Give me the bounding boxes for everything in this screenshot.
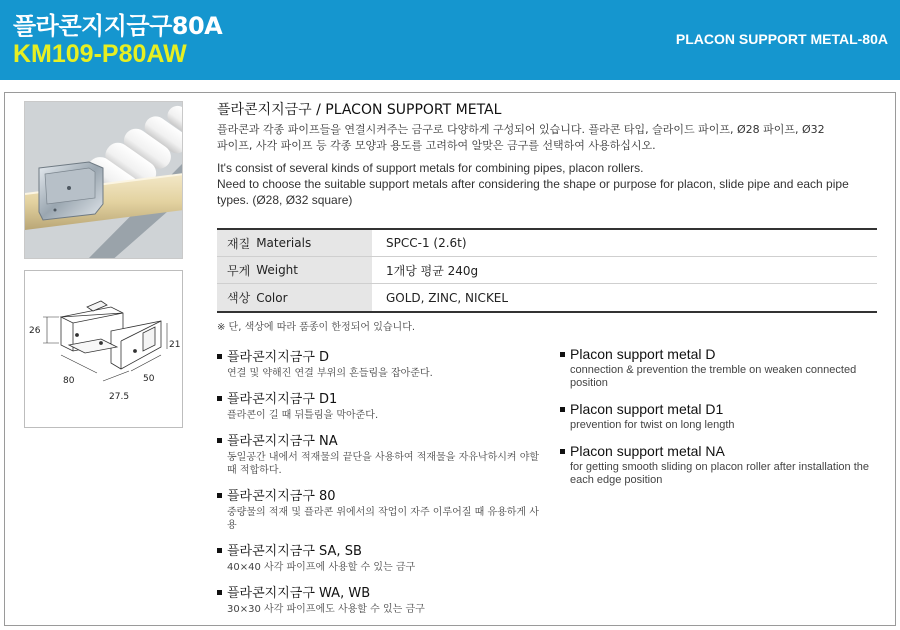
bullet-icon — [560, 407, 565, 412]
bullet-icon — [217, 493, 222, 498]
list-item — [217, 540, 547, 574]
list-item-title-text: 플라콘지지금구 D1 — [227, 392, 338, 407]
list-item — [217, 430, 547, 477]
bullet-icon — [217, 590, 222, 595]
list-item-title — [217, 346, 547, 365]
list-item — [217, 582, 547, 616]
list-item-desc: 중량물의 적재 및 플라콘 위에서의 작업이 자주 이루어질 때 유용하게 사용 — [227, 507, 539, 531]
list-item-title — [217, 430, 547, 449]
list-item-desc: 40×40 사각 파이프에 사용할 수 있는 금구 — [227, 562, 416, 573]
section-title: 플라콘지지금구 / PLACON SUPPORT METAL — [217, 102, 502, 118]
list-item-desc: connection & prevention the tremble on weaken connected position — [570, 364, 857, 389]
spec-label-kr: 재질 — [227, 236, 251, 251]
spec-table — [217, 228, 877, 313]
model-code: KM109-P80AW — [13, 40, 187, 68]
list-item-desc: prevention for twist on long length — [570, 419, 735, 431]
spec-row-materials — [217, 230, 877, 257]
spec-label-en: Color — [256, 290, 288, 305]
spec-label-kr: 색상 — [227, 291, 251, 305]
spec-value: 1개당 평균 240g — [386, 263, 479, 278]
list-item-title — [217, 540, 547, 559]
list-item-desc: for getting smooth sliding on placon roller after installation the each edge position — [570, 461, 870, 486]
list-item-title — [560, 346, 885, 362]
list-item-title-text: Placon support metal NA — [570, 443, 725, 459]
list-item-title-text: Placon support metal D1 — [570, 401, 724, 417]
bullet-icon — [217, 438, 222, 443]
list-item-title — [560, 401, 885, 417]
product-title-en: PLACON SUPPORT METAL-80A — [675, 31, 888, 47]
dim-label-80: 80 — [63, 376, 75, 386]
spec-row-color — [217, 284, 877, 311]
list-item — [560, 401, 885, 432]
list-item-title-text: Placon support metal D — [570, 346, 716, 362]
description-kr — [217, 122, 882, 154]
bullet-icon — [217, 548, 222, 553]
bullet-icon — [560, 449, 565, 454]
list-item-title — [217, 582, 547, 601]
list-item-title — [217, 388, 547, 407]
dim-label-50: 50 — [143, 374, 155, 384]
description-kr-line: 플라콘과 각종 파이프들을 연결시켜주는 금구로 다양하게 구성되어 있습니다. 플라콘 타입, 슬라이드 파이프, Ø28 파이프, Ø32 — [217, 123, 825, 136]
header-bar — [0, 0, 900, 80]
spec-note: ※ 단, 색상에 따라 품종이 한정되어 있습니다. — [217, 322, 416, 333]
list-item-desc: 플라콘이 길 때 뒤틀림을 막아준다. — [227, 410, 379, 421]
description-kr-line: 파이프, 사각 파이프 등 각종 모양과 용도를 고려하여 알맞은 금구를 선택하여 사용하십시오. — [217, 139, 656, 152]
product-photo — [24, 101, 183, 259]
list-item-title-text: 플라콘지지금구 80 — [227, 489, 336, 504]
list-item-title — [560, 443, 885, 459]
list-item — [217, 388, 547, 422]
spec-value: SPCC-1 (2.6t) — [386, 236, 467, 250]
list-item-desc: 동일공간 내에서 적재물의 끝단을 사용하여 적재물을 자유낙하시켜 야할 때 적합하다. — [227, 452, 540, 476]
dim-label-21: 21 — [169, 340, 181, 350]
dim-label-27-5: 27.5 — [109, 392, 130, 402]
product-title-kr: 플라콘지지금구80A — [13, 12, 223, 40]
variant-list-kr — [217, 346, 547, 624]
description-en — [217, 160, 882, 208]
list-item — [217, 346, 547, 380]
spec-label-en: Materials — [256, 236, 312, 250]
list-item — [560, 346, 885, 390]
list-item-title-text: 플라콘지지금구 SA, SB — [227, 544, 362, 559]
spec-value: GOLD, ZINC, NICKEL — [386, 290, 509, 305]
spec-row-weight — [217, 257, 877, 284]
spec-label — [217, 284, 372, 311]
list-item-desc: 연결 및 약해진 연결 부위의 흔들림을 잡아준다. — [227, 368, 433, 379]
description-en-line: It's consist of several kinds of support metals for combining pipes, placon rollers. — [217, 161, 644, 175]
bullet-icon — [217, 354, 222, 359]
list-item-title-text: 플라콘지지금구 NA — [227, 434, 338, 449]
bullet-icon — [217, 396, 222, 401]
spec-label — [217, 230, 372, 256]
description-en-line: Need to choose the suitable support metals after considering the shape or purpose for placon, slide pipe and each pipe — [217, 177, 849, 191]
spec-label — [217, 257, 372, 283]
list-item — [560, 443, 885, 487]
description-en-line: types. (Ø28, Ø32 square) — [217, 193, 353, 207]
list-item-desc: 30×30 사각 파이프에도 사용할 수 있는 금구 — [227, 604, 425, 615]
list-item-title-text: 플라콘지지금구 WA, WB — [227, 586, 371, 601]
spec-label-en: Weight — [256, 263, 298, 277]
list-item-title — [217, 485, 547, 504]
list-item-title-text: 플라콘지지금구 D — [227, 350, 330, 365]
dimension-drawing — [24, 270, 183, 428]
spec-label-kr: 무게 — [227, 263, 251, 278]
variant-list-en — [560, 346, 885, 498]
list-item — [217, 485, 547, 532]
dim-label-26: 26 — [29, 326, 41, 336]
bullet-icon — [560, 352, 565, 357]
